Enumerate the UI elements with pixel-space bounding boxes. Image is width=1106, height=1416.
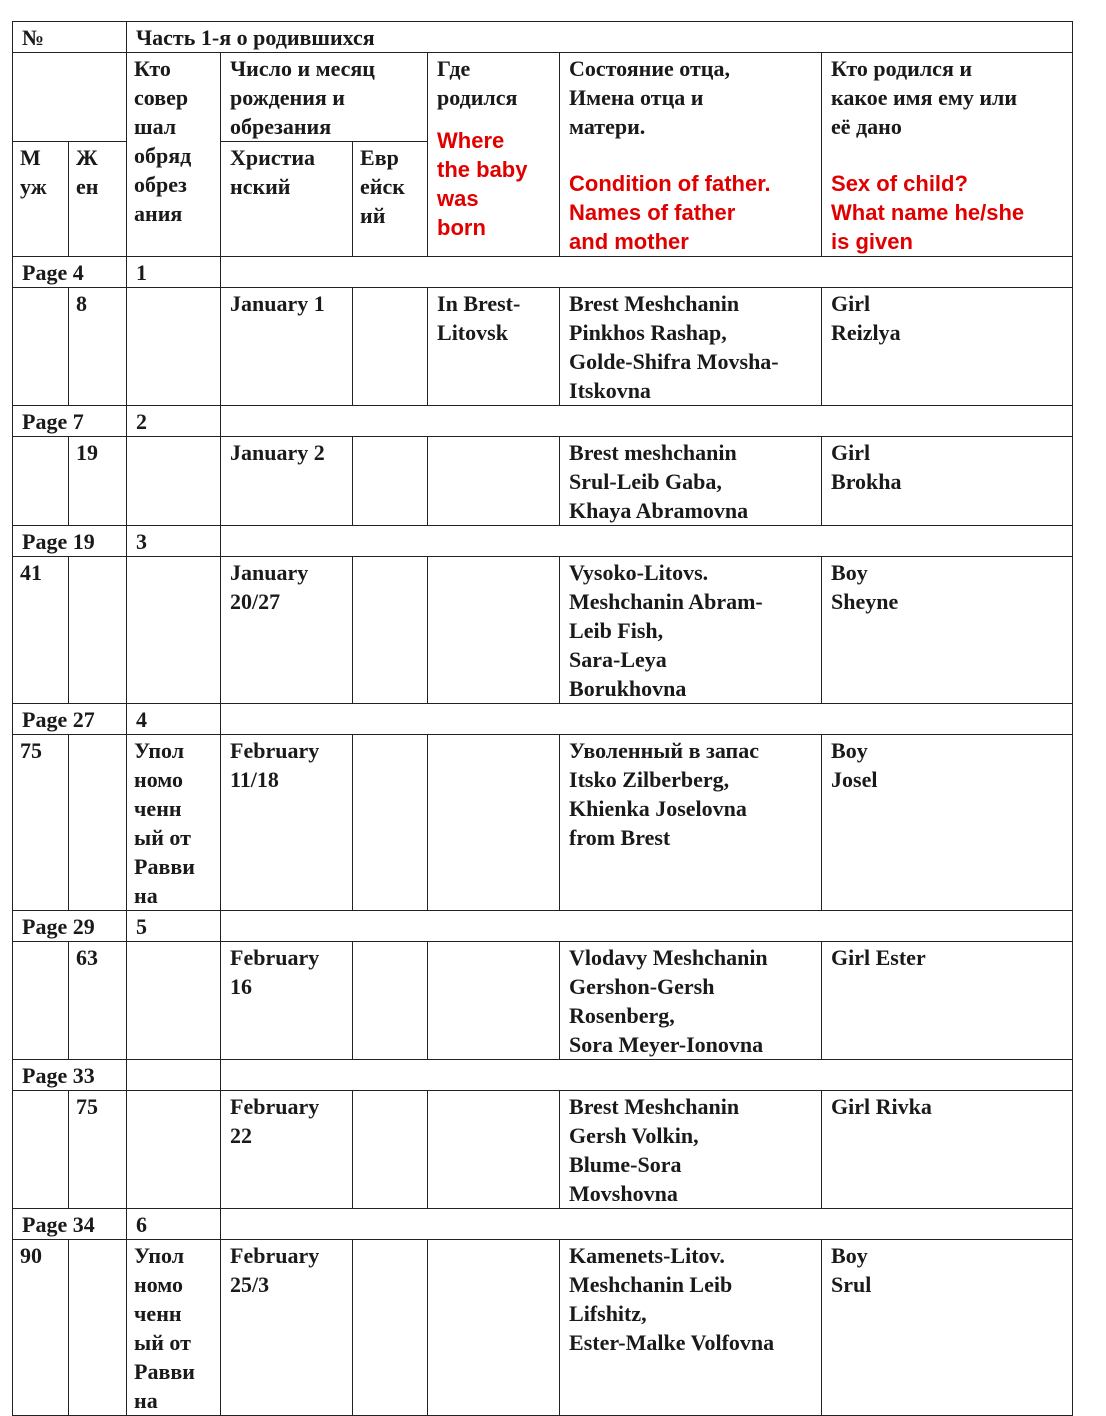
page-ref: Page 29 xyxy=(13,911,127,942)
record-row xyxy=(13,735,1073,911)
child-header-ru: Кто родился и какое имя ему или её дано xyxy=(831,56,1018,139)
page-row xyxy=(13,911,1073,942)
who-performed xyxy=(127,437,221,526)
christian-date: February 11/18 xyxy=(221,735,353,911)
jewish-date xyxy=(353,557,428,704)
sex-header-empty xyxy=(13,53,127,142)
female-number xyxy=(69,557,127,704)
child-sex-name: Boy Josel xyxy=(822,735,1073,911)
father-mother: Vlodavy Meshchanin Gershon-Gersh Rosenberg, Sora Meyer-Ionovna xyxy=(560,942,822,1060)
page-row-filler xyxy=(221,1209,1073,1240)
father-header-en: Condition of father. Names of father and mother xyxy=(569,171,771,254)
page-row-filler xyxy=(221,406,1073,437)
where-born-header-en: Where the baby was born xyxy=(437,128,528,240)
record-number: 1 xyxy=(127,257,221,288)
jewish-date xyxy=(353,942,428,1060)
birth-place xyxy=(428,1240,560,1416)
who-performed-header: Кто совер шал обряд обрез ания xyxy=(127,53,221,257)
christian-date: February 22 xyxy=(221,1091,353,1209)
female-number: 63 xyxy=(69,942,127,1060)
record-number xyxy=(127,1060,221,1091)
christian-date: January 2 xyxy=(221,437,353,526)
record-number: 2 xyxy=(127,406,221,437)
record-row xyxy=(13,1091,1073,1209)
father-mother: Brest Meshchanin Gersh Volkin, Blume-Sora Movshovna xyxy=(560,1091,822,1209)
child-sex-name: Boy Sheyne xyxy=(822,557,1073,704)
jewish-date xyxy=(353,1091,428,1209)
record-row xyxy=(13,557,1073,704)
page-row xyxy=(13,1060,1073,1091)
father-header-ru: Состояние отца, Имена отца и матери. xyxy=(569,56,730,139)
child-header xyxy=(822,53,1073,257)
who-performed xyxy=(127,557,221,704)
who-performed: Упол номо ченн ый от Равви на xyxy=(127,1240,221,1416)
part-title: Часть 1-я о родившихся xyxy=(127,22,1073,53)
jewish-date xyxy=(353,735,428,911)
page-row-filler xyxy=(221,911,1073,942)
christian-date: January 20/27 xyxy=(221,557,353,704)
page-ref: Page 27 xyxy=(13,704,127,735)
birth-place xyxy=(428,735,560,911)
record-number: 6 xyxy=(127,1209,221,1240)
page-ref: Page 19 xyxy=(13,526,127,557)
child-sex-name: Girl Ester xyxy=(822,942,1073,1060)
child-header-en: Sex of child? What name he/she is given xyxy=(831,171,1025,254)
father-mother: Kamenets-Litov. Meshchanin Leib Lifshitz, Ester-Malke Volfovna xyxy=(560,1240,822,1416)
jewish-date xyxy=(353,1240,428,1416)
record-row xyxy=(13,288,1073,406)
record-number: 4 xyxy=(127,704,221,735)
birth-place xyxy=(428,437,560,526)
father-mother: Brest Meshchanin Pinkhos Rashap, Golde-Shifra Movsha- Itskovna xyxy=(560,288,822,406)
page-ref: Page 4 xyxy=(13,257,127,288)
birth-place xyxy=(428,557,560,704)
child-sex-name: Girl Rivka xyxy=(822,1091,1073,1209)
christian-date: February 16 xyxy=(221,942,353,1060)
page-ref: Page 7 xyxy=(13,406,127,437)
jewish-date-header: Евр ейск ий xyxy=(353,142,428,257)
record-number: 3 xyxy=(127,526,221,557)
page-row-filler xyxy=(221,1060,1073,1091)
title-row xyxy=(13,22,1073,53)
christian-date: January 1 xyxy=(221,288,353,406)
page-row xyxy=(13,1209,1073,1240)
page-row-filler xyxy=(221,257,1073,288)
female-number: 75 xyxy=(69,1091,127,1209)
female-number: 8 xyxy=(69,288,127,406)
page-ref: Page 33 xyxy=(13,1060,127,1091)
birth-place: In Brest- Litovsk xyxy=(428,288,560,406)
birth-place xyxy=(428,1091,560,1209)
header-row-1 xyxy=(13,53,1073,142)
father-mother: Vysoko-Litovs. Meshchanin Abram- Leib Fish, Sara-Leya Borukhovna xyxy=(560,557,822,704)
female-number xyxy=(69,1240,127,1416)
child-sex-name: Boy Srul xyxy=(822,1240,1073,1416)
record-row xyxy=(13,437,1073,526)
female-header: Ж ен xyxy=(69,142,127,257)
male-number xyxy=(13,942,69,1060)
page-row-filler xyxy=(221,704,1073,735)
birth-place xyxy=(428,942,560,1060)
where-born-header-ru: Где родился xyxy=(437,56,518,110)
birth-register-table xyxy=(12,21,1073,1416)
page-ref: Page 34 xyxy=(13,1209,127,1240)
father-mother: Уволенный в запас Itsko Zilberberg, Khienka Joselovna from Brest xyxy=(560,735,822,911)
page-row xyxy=(13,704,1073,735)
male-header: М уж xyxy=(13,142,69,257)
date-header: Число и месяц рождения и обрезания xyxy=(221,53,428,142)
record-row xyxy=(13,1240,1073,1416)
father-mother: Brest meshchanin Srul-Leib Gaba, Khaya Abramovna xyxy=(560,437,822,526)
record-number: 5 xyxy=(127,911,221,942)
father-header xyxy=(560,53,822,257)
page-row xyxy=(13,406,1073,437)
male-number xyxy=(13,437,69,526)
male-number: 90 xyxy=(13,1240,69,1416)
where-born-header xyxy=(428,53,560,257)
page-row xyxy=(13,257,1073,288)
who-performed xyxy=(127,288,221,406)
christian-date: February 25/3 xyxy=(221,1240,353,1416)
page-row-filler xyxy=(221,526,1073,557)
who-performed: Упол номо ченн ый от Равви на xyxy=(127,735,221,911)
who-performed xyxy=(127,1091,221,1209)
male-number xyxy=(13,1091,69,1209)
who-performed xyxy=(127,942,221,1060)
female-number: 19 xyxy=(69,437,127,526)
jewish-date xyxy=(353,437,428,526)
child-sex-name: Girl Reizlya xyxy=(822,288,1073,406)
male-number: 75 xyxy=(13,735,69,911)
female-number xyxy=(69,735,127,911)
record-row xyxy=(13,942,1073,1060)
christian-date-header: Христиа нский xyxy=(221,142,353,257)
child-sex-name: Girl Brokha xyxy=(822,437,1073,526)
male-number xyxy=(13,288,69,406)
male-number: 41 xyxy=(13,557,69,704)
jewish-date xyxy=(353,288,428,406)
page-row xyxy=(13,526,1073,557)
number-sign-header: № xyxy=(13,22,127,53)
